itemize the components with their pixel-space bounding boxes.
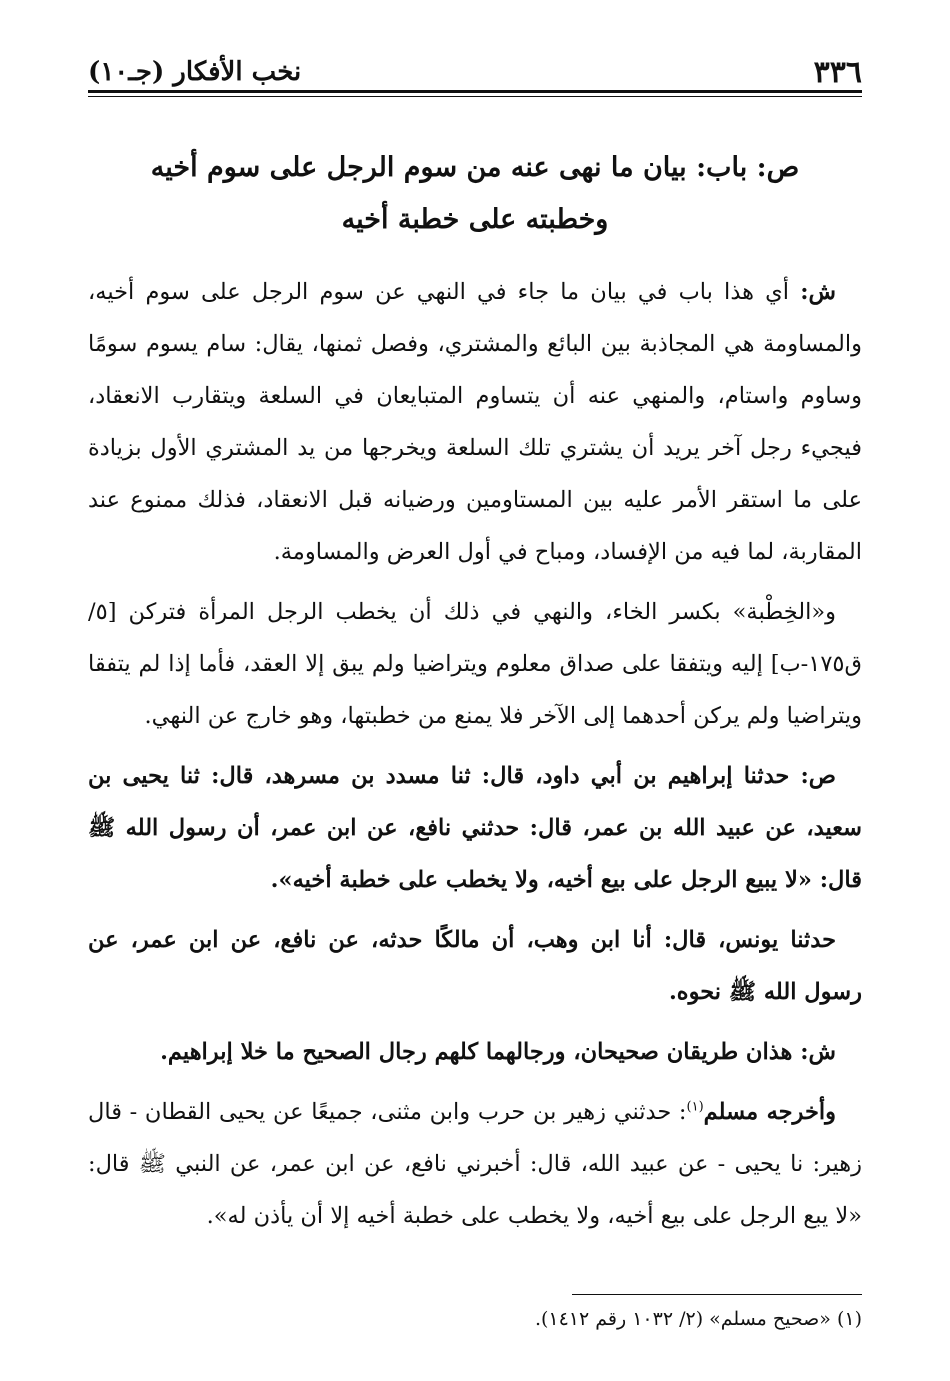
book-page	[88, 40, 862, 1340]
body-text	[88, 266, 862, 1250]
paragraph-lead: وأخرجه مسلم	[703, 1099, 836, 1125]
header-rule	[88, 90, 862, 93]
paragraph-lead: ش:	[800, 1039, 836, 1065]
page-number: ٣٣٦	[813, 54, 862, 90]
paragraph-lead: ص:	[800, 763, 836, 789]
paragraph-takhrij	[88, 1086, 862, 1242]
paragraph-text: حدثنا يونس، قال: أنا ابن وهب، أن مالكًا حدثه، عن نافع، عن ابن عمر، عن رسول الله ﷺ نحوه.	[88, 927, 862, 1005]
chapter-title-line-2: وخطبته على خطبة أخيه	[341, 204, 609, 235]
paragraph-hadith-2	[88, 914, 862, 1018]
footnote-marker[interactable]: (١)	[686, 1099, 704, 1115]
chapter-title-line-1: ص: باب: بيان ما نهى عنه من سوم الرجل على سوم أخيه	[150, 152, 800, 183]
paragraph-text: هذان طريقان صحيحان، ورجالهما كلهم رجال الصحيح ما خلا إبراهيم.	[160, 1039, 801, 1065]
paragraph-lead: ش:	[800, 279, 836, 305]
page-header	[88, 52, 862, 92]
footnote-separator	[572, 1294, 862, 1295]
paragraph-text: : حدثني زهير بن حرب وابن مثنى، جميعًا عن يحيى القطان - قال زهير: نا يحيى - عن عبيد الله، قال: أخبرني نافع، عن ابن عمر، عن النبي ﷺ قال: «لا يبع الرجل على بيع أخيه، ولا يخطب على خطبة أخيه إلا أن يأذن له».	[88, 1099, 862, 1229]
header-rule-thin	[88, 96, 862, 97]
paragraph-text: و«الخِطْبة» بكسر الخاء، والنهي في ذلك أن يخطب الرجل المرأة فتركن [٥/ق١٧٥-ب] إليه ويتفقا على صداق معلوم ويتراضيا ولم يبق إلا العقد، فأما إذا لم يتفقا ويتراضيا ولم يركن أحدهما إلى الآخر فلا يمنع من خطبتها، وهو خارج عن النهي.	[88, 599, 862, 729]
paragraph-hadith-1	[88, 750, 862, 906]
paragraph-commentary-1	[88, 266, 862, 578]
footnote: (١) «صحيح مسلم» (٢/ ١٠٣٢ رقم ١٤١٢).	[534, 1308, 862, 1330]
paragraph-text: حدثنا إبراهيم بن أبي داود، قال: ثنا مسدد بن مسرهد، قال: ثنا يحيى بن سعيد، عن عبيد الله بن عمر، قال: حدثني نافع، عن ابن عمر، أن رسول الله ﷺ قال: «لا يبيع الرجل على بيع أخيه، ولا يخطب على خطبة أخيه».	[88, 763, 862, 893]
paragraph-commentary-3	[88, 1026, 862, 1078]
paragraph-commentary-2	[88, 586, 862, 742]
running-title: نخب الأفكار (جـ١٠)	[88, 57, 302, 87]
paragraph-text: أي هذا باب في بيان ما جاء في النهي عن سوم الرجل على سوم أخيه، والمساومة هي المجاذبة بين البائع والمشتري، وفصل ثمنها، يقال: سام يسوم سومًا وساوم واستام، والمنهي عنه أن يتساوم المتبايعان في السلعة ويتقارب الانعقاد، فيجيء رجل آخر يريد أن يشتري تلك السلعة ويخرجها من يد المشتري الأول بزيادة على ما استقر الأمر عليه بين المستاومين ورضيانه قبل الانعقاد، فذلك ممنوع عند المقاربة، لما فيه من الإفساد، ومباح في أول العرض والمساومة.	[88, 279, 862, 565]
chapter-title	[88, 142, 862, 246]
